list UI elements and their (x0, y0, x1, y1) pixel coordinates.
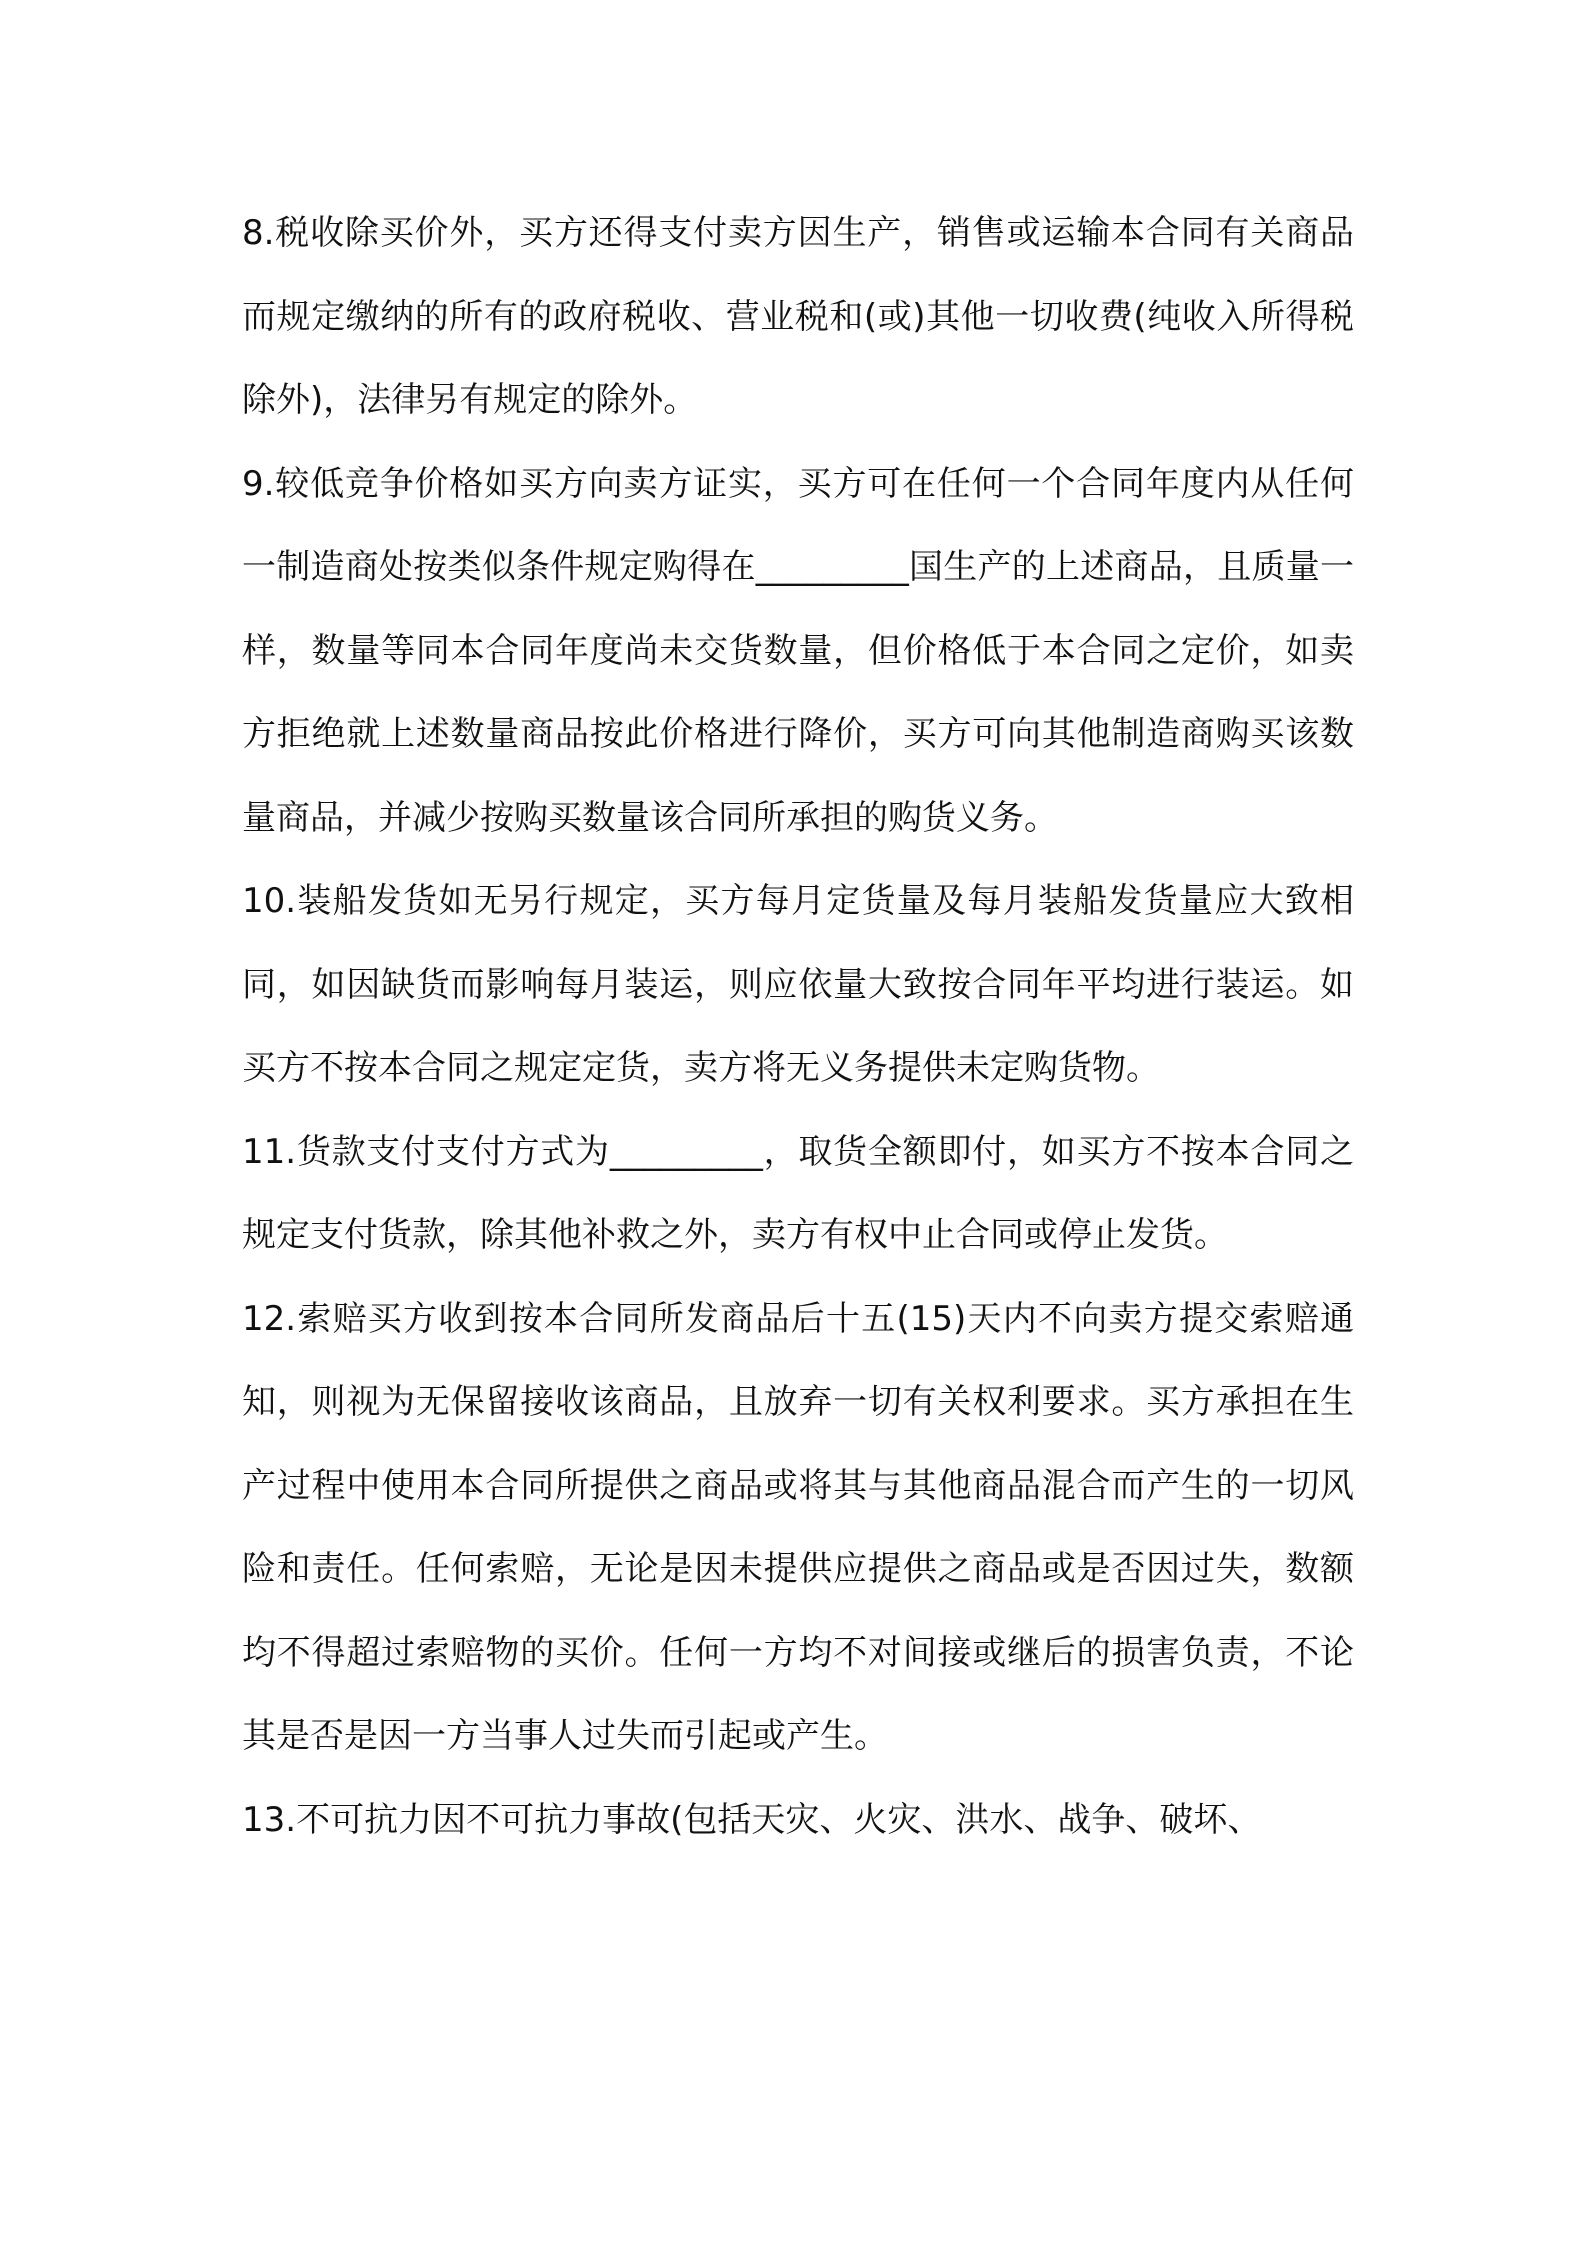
clause-10-paragraph: 10.装船发货如无另行规定，买方每月定货量及每月装船发货量应大致相同，如因缺货而影响每月装运，则应依量大致按合同年平均进行装运。如买方不按本合同之规定定货，卖方将无义务提供未定购货物。 (242, 881, 1354, 1088)
document-body (242, 192, 1354, 1862)
clause-13-paragraph: 13.不可抗力因不可抗力事故(包括天灾、火灾、洪水、战争、破坏、 (242, 1799, 1262, 1840)
clause-9-paragraph: 9.较低竞争价格如买方向卖方证实，买方可在任何一个合同年度内从任何一制造商处按类似条件规定购得在_________国生产的上述商品，且质量一样，数量等同本合同年度尚未交货数量，但价格低于本合同之定价，如卖方拒绝就上述数量商品按此价格进行降价，买方可向其他制造商购买该数量商品，并减少按购买数量该合同所承担的购货义务。 (242, 463, 1354, 838)
clause-8-paragraph: 8.税收除买价外，买方还得支付卖方因生产，销售或运输本合同有关商品而规定缴纳的所有的政府税收、营业税和(或)其他一切收费(纯收入所得税除外)，法律另有规定的除外。 (242, 213, 1354, 420)
clause-11-paragraph: 11.货款支付支付方式为_________，取货全额即付，如买方不按本合同之规定支付货款，除其他补救之外，卖方有权中止合同或停止发货。 (242, 1131, 1354, 1255)
clause-12-paragraph: 12.索赔买方收到按本合同所发商品后十五(15)天内不向卖方提交索赔通知，则视为无保留接收该商品，且放弃一切有关权利要求。买方承担在生产过程中使用本合同所提供之商品或将其与其他商品混合而产生的一切风险和责任。任何索赔，无论是因未提供应提供之商品或是否因过失，数额均不得超过索赔物的买价。任何一方均不对间接或继后的损害负责，不论其是否是因一方当事人过失而引起或产生。 (242, 1298, 1354, 1756)
